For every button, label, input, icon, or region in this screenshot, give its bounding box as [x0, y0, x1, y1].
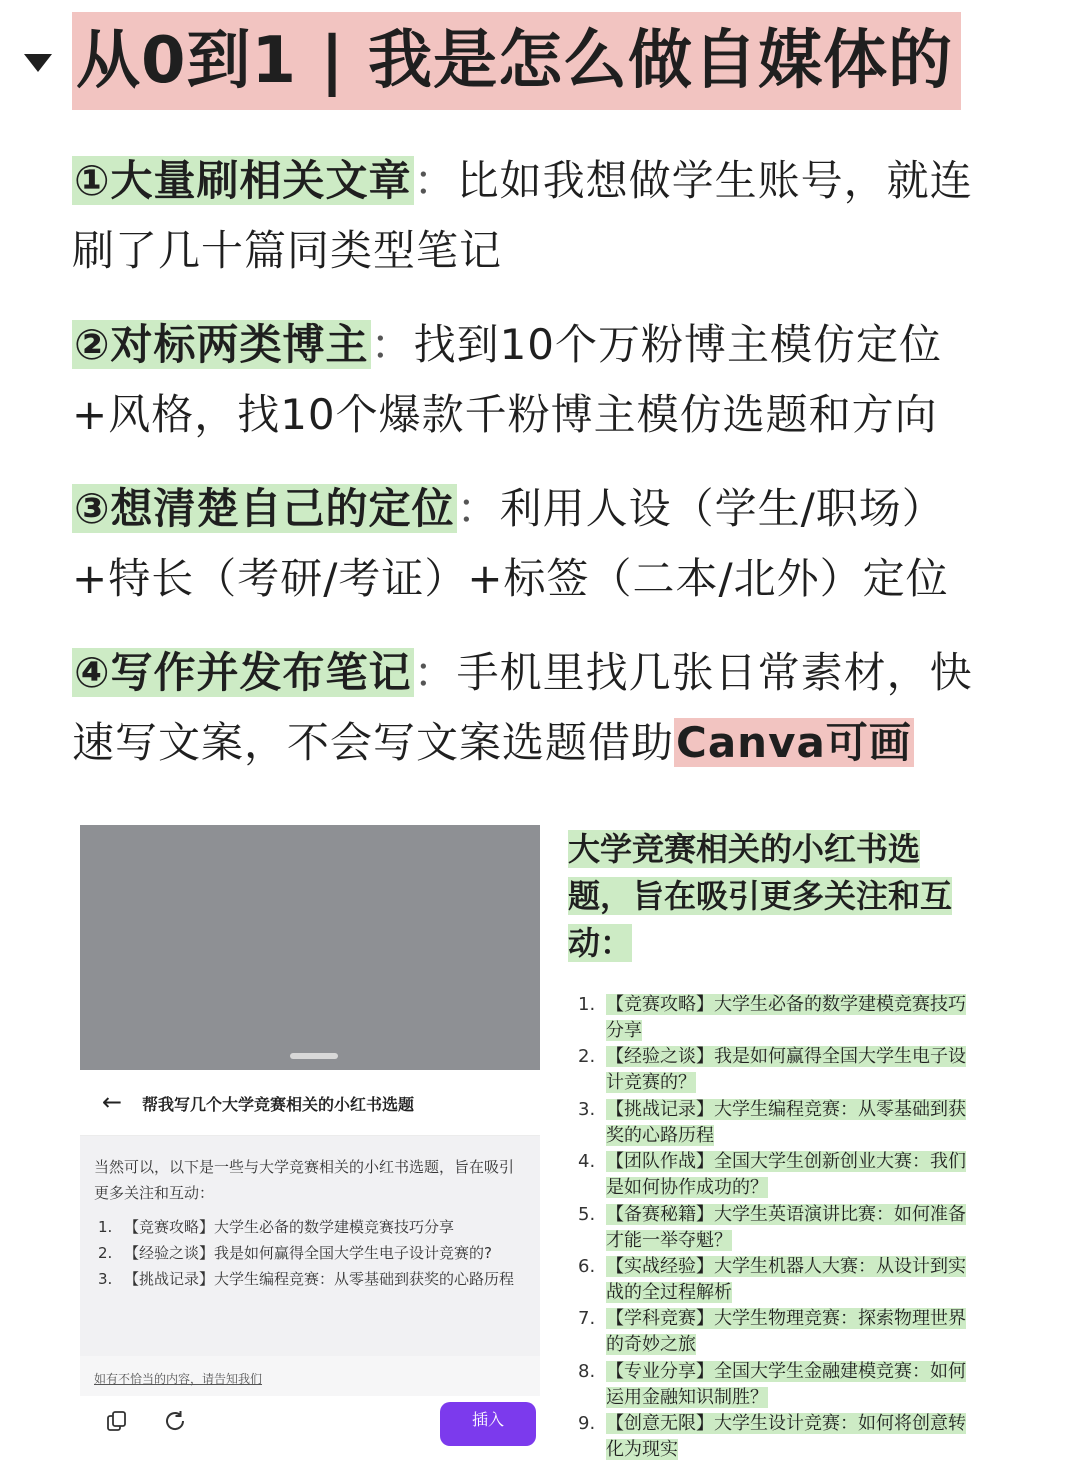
topics-list [568, 992, 968, 1463]
sheet-header [80, 1070, 540, 1136]
refresh-icon[interactable] [162, 1408, 188, 1434]
list-item: 7. 【学科竞赛】大学生物理竞赛：探索物理世界的奇妙之旅 [578, 1308, 966, 1356]
copy-icon[interactable] [106, 1410, 128, 1432]
points-list [72, 146, 1012, 802]
sheet-drag-handle[interactable] [290, 1053, 338, 1059]
topics-heading: 大学竞赛相关的小红书选题，旨在吸引更多关注和互动： [568, 830, 953, 962]
topics-panel [568, 826, 968, 1464]
point-separator: ： [413, 156, 457, 205]
ai-answer [80, 1136, 540, 1356]
point-body: 比如我想做学生账号，就连刷了几十篇同类型笔记 [72, 156, 973, 275]
dimmed-background [80, 825, 540, 1075]
point-head: ③想清楚自己的定位 [74, 484, 455, 533]
point-separator: ： [456, 484, 500, 533]
page-title: 从0到1 | 我是怎么做自媒体的 [72, 12, 961, 110]
point-separator: ： [370, 320, 414, 369]
list-item: 1. 【竞赛攻略】大学生必备的数学建模竞赛技巧分享 [578, 994, 966, 1041]
point-separator: ： [413, 648, 457, 697]
point-3 [72, 474, 1012, 614]
point-head: ④写作并发布笔记 [74, 648, 412, 697]
point-body: 手机里找几张日常素材，快速写文案，不会写文案选题借助 [72, 648, 973, 767]
point-2 [72, 310, 1012, 450]
answer-intro: 当然可以，以下是一些与大学竞赛相关的小红书选题，旨在吸引更多关注和互动： [94, 1158, 515, 1202]
list-item: 5. 【备赛秘籍】大学生英语演讲比赛：如何准备才能一举夺魁？ [578, 1203, 966, 1251]
insert-button[interactable]: 插入 [440, 1402, 536, 1446]
list-item: 3. 【挑战记录】大学生编程竞赛：从零基础到获奖的心路历程 [578, 1098, 966, 1146]
sheet-footer [80, 1396, 540, 1440]
prompt-text: 帮我写几个大学竞赛相关的小红书选题 [142, 1095, 415, 1114]
point-head: ①大量刷相关文章 [74, 156, 412, 205]
point-body: 利用人设（学生/职场）+特长（考研/考证）+标签（二本/北外）定位 [72, 484, 949, 603]
collapse-triangle-icon[interactable] [24, 54, 52, 72]
back-arrow-icon[interactable]: ← [102, 1088, 123, 1116]
list-item: 4. 【团队作战】全国大学生创新创业大赛：我们是如何协作成功的？ [578, 1151, 966, 1199]
answer-list [94, 1214, 526, 1292]
canva-highlight: Canva可画 [676, 718, 912, 767]
bottom-sheet [80, 1070, 540, 1440]
list-item: 9. 【创意无限】大学生设计竞赛：如何将创意转化为现实 [578, 1413, 966, 1461]
phone-screenshot [80, 825, 540, 1440]
list-item: 8. 【专业分享】全国大学生金融建模竞赛：如何运用金融知识制胜？ [578, 1360, 966, 1408]
list-item: 3. 【挑战记录】大学生编程竞赛：从零基础到获奖的心路历程 [98, 1270, 515, 1288]
list-item: 2. 【经验之谈】我是如何赢得全国大学生电子设计竞赛的？ [578, 1046, 966, 1094]
point-head: ②对标两类博主 [74, 320, 369, 369]
report-content-link[interactable]: 如有不恰当的内容，请告知我们 [94, 1372, 263, 1386]
list-item: 6. 【实战经验】大学生机器人大赛：从设计到实战的全过程解析 [578, 1255, 966, 1303]
point-4 [72, 638, 1012, 778]
list-item: 2. 【经验之谈】我是如何赢得全国大学生电子设计竞赛的? [98, 1244, 492, 1262]
point-body: 找到10个万粉博主模仿定位+风格，找10个爆款千粉博主模仿选题和方向 [72, 320, 943, 439]
point-1 [72, 146, 1012, 286]
list-item: 1. 【竞赛攻略】大学生必备的数学建模竞赛技巧分享 [98, 1218, 455, 1236]
